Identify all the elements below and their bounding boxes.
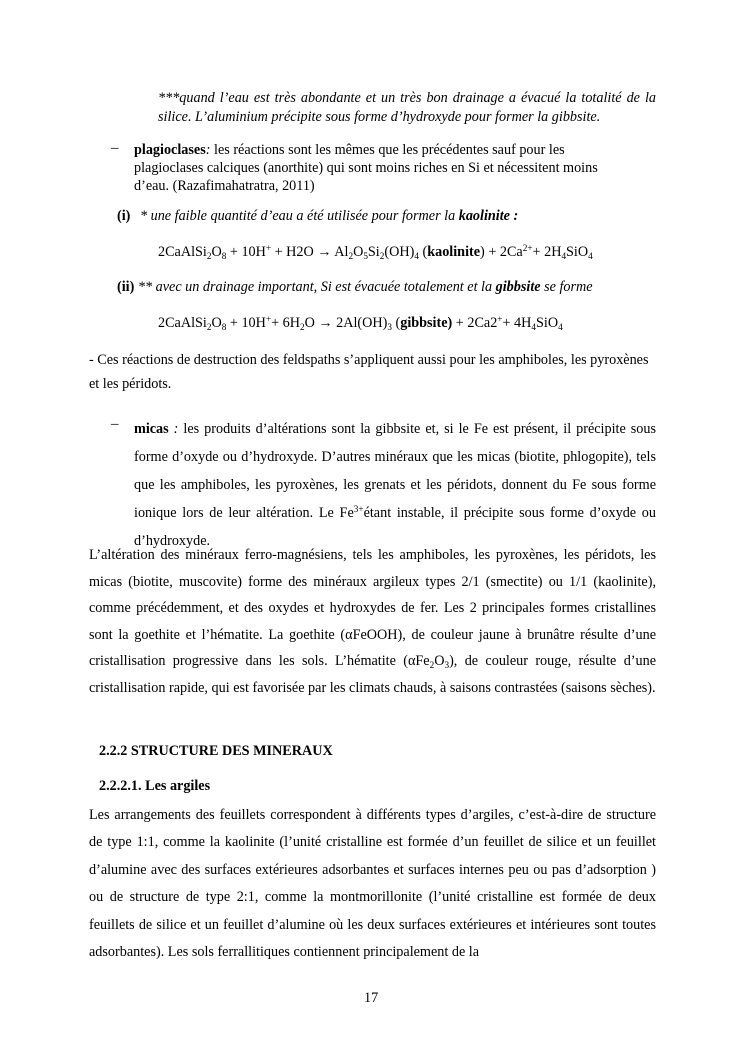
case-ii-end: se forme bbox=[540, 279, 593, 295]
ferro-magnesiens-paragraph: L’altération des minéraux ferro-magnésiens, tels les amphiboles, les pyroxènes, les péridots, les micas (biotite, muscovite) forme des minéraux argileux types 2/1 (smectite) ou 1/1 (kaolinite), comme précédemment, et des oxydes et hydroxydes de fer. Les 2 principales formes cristallines sont la goethite et l’hématite. La goethite (αFeOOH), de couleur jaune à brunâtre résulte d’une cristallisation progressive dans les sols. L’hématite $(\alpha Fe_2O_3)$, de couleur rouge, résulte d’une cristallisation rapide, qui est favorisée par les climats chauds, à saisons contrastées (saisons sèches). bbox=[89, 547, 656, 696]
micas-bullet: – bbox=[111, 416, 119, 432]
argiles-paragraph: Les arrangements des feuillets correspondent à différents types d’argiles, c’est-à-dire de structure de type 1:1, comme la kaolinite (l’unité cristalline est formée d’un feuillet de silice et un feuillet d’alumine avec des surfaces extérieures adsorbantes et surfaces internes peu ou pas d’adsorption ) ou de structure de type 2:1, comme la montmorillonite (l’unité cristalline est formée de deux feuillets de silice et un feuillet d’alumine où les deux surfaces extérieures et intérieures sont toutes adsorbantes). Les sols ferrallitiques contiennent principalement de la bbox=[89, 807, 656, 961]
case-i-line bbox=[117, 208, 518, 225]
equation-kaolinite: $2CaAlSi_2O_8 + 10H^+ + H2O \to Al_2O_5Si_2(OH)_4$ (kaolinite) + $2Ca^{2+}+ 2H_4SiO_4$ bbox=[158, 242, 593, 261]
case-i-end: : bbox=[509, 208, 519, 224]
case-i-text: * une faible quantité d’eau a été utilisée pour former la bbox=[139, 208, 459, 224]
case-ii-term: gibbsite bbox=[495, 279, 541, 295]
micas-paragraph bbox=[134, 415, 656, 555]
micas-colon: : bbox=[168, 421, 179, 437]
argiles-text-1: Les arrangements des feuillets correspondent à différents types d’argiles bbox=[89, 807, 511, 823]
case-ii-line bbox=[117, 279, 593, 296]
micas-fe-charge: 3+ bbox=[353, 503, 364, 514]
gibbsite-note-prefix: *** bbox=[158, 90, 180, 106]
micas-term: micas bbox=[134, 421, 169, 437]
ferro-text-1: L’altération des minéraux ferro-magnésiens, tels les amphiboles, les pyroxènes, les péridots, les micas (biotite, muscovite) forme des minéraux argileux types 2/1 (smectite) ou 1/1 (kaolinite), comme précédemment, et des oxydes et hydroxydes de fer. Les 2 principales formes cristallines sont la goethite et l’hématite. La goethite (αFeOOH), de couleur jaune à brunâtre résulte d’une cristallisation progressive dans les sols. L’hématite (αFe bbox=[89, 547, 656, 670]
argiles-text-2: c’est-à-dire de structure de type 1:1, comme la kaolinite (l’unité cristalline est formée d’un feuillet de silice et un feuillet d’alumine avec des surfaces extérieures adsorbantes et surfaces internes peu ou pas d’adsorption ) ou de structure de type 2:1, comme la montmorillonite (l’unité cristalline est formée de deux feuillets de silice et un feuillet d’alumine où les deux surfaces extérieures et intérieures sont toutes adsorbantes). Les sols ferrallitiques contiennent principalement de la bbox=[89, 807, 656, 961]
plagioclases-term: plagioclases bbox=[134, 142, 206, 158]
plagioclases-bullet: – bbox=[111, 140, 119, 156]
page-number: 17 bbox=[364, 990, 379, 1006]
section-heading-2-2-2-1: 2.2.2.1. Les argiles bbox=[99, 778, 211, 794]
plagioclases-paragraph bbox=[134, 141, 624, 195]
ferro-text-2: ), de couleur rouge, résulte d’une cristallisation rapide, qui est favorisée par les climats chauds, à saisons contrastées (saisons sèches). bbox=[89, 653, 656, 696]
equation-gibbsite-product: gibbsite) bbox=[400, 315, 453, 331]
equation-gibbsite: $2CaAlSi_2O_8 + 10H^++ 6H_2O \to 2Al(OH)_3$ (gibbsite) + $2Ca2^++ 4H_4SiO_4$ bbox=[158, 313, 563, 332]
equation-kaolinite-product: kaolinite bbox=[427, 244, 481, 260]
case-i-term: kaolinite bbox=[458, 208, 510, 224]
gibbsite-note-paragraph bbox=[158, 89, 656, 127]
section-heading-2-2-2: 2.2.2 STRUCTURE DES MINERAUX bbox=[99, 743, 333, 759]
case-i-label: (i) bbox=[117, 208, 131, 224]
plagioclases-text: les réactions sont les mêmes que les précédentes sauf pour les plagioclases calciques (anorthite) qui sont moins riches en Si et nécessitent moins d’eau. (Razafimahatratra, 2011) bbox=[134, 142, 598, 194]
micas-text-2: étant instable, il précipite sous forme d’oxyde ou d’hydroxyde. bbox=[134, 505, 656, 549]
case-ii-text: ** avec un drainage important, Si est évacuée totalement et la bbox=[137, 279, 496, 295]
case-ii-label: (ii) bbox=[117, 279, 135, 295]
gibbsite-note-text: quand l’eau est très abondante et un très bon drainage a évacué la totalité de la silice. L’aluminium précipite sous forme d’hydroxyde pour former la gibbsite. bbox=[158, 90, 656, 125]
micas-text-1: les produits d’altérations sont la gibbsite et, si le Fe est présent, il précipite sous forme d’oxyde ou d’hydroxyde. D’autres minéraux que les micas (biotite, phlogopite), tels que les amphiboles, les pyroxènes, les grenats et les péridots, donnent du Fe sous forme ionique lors de leur altération. Le Fe bbox=[134, 421, 656, 521]
plagioclases-colon: : bbox=[205, 142, 211, 158]
feldspaths-paragraph: - Ces réactions de destruction des feldspaths s’appliquent aussi pour les amphiboles, les pyroxènes et les péridots. bbox=[89, 352, 649, 392]
